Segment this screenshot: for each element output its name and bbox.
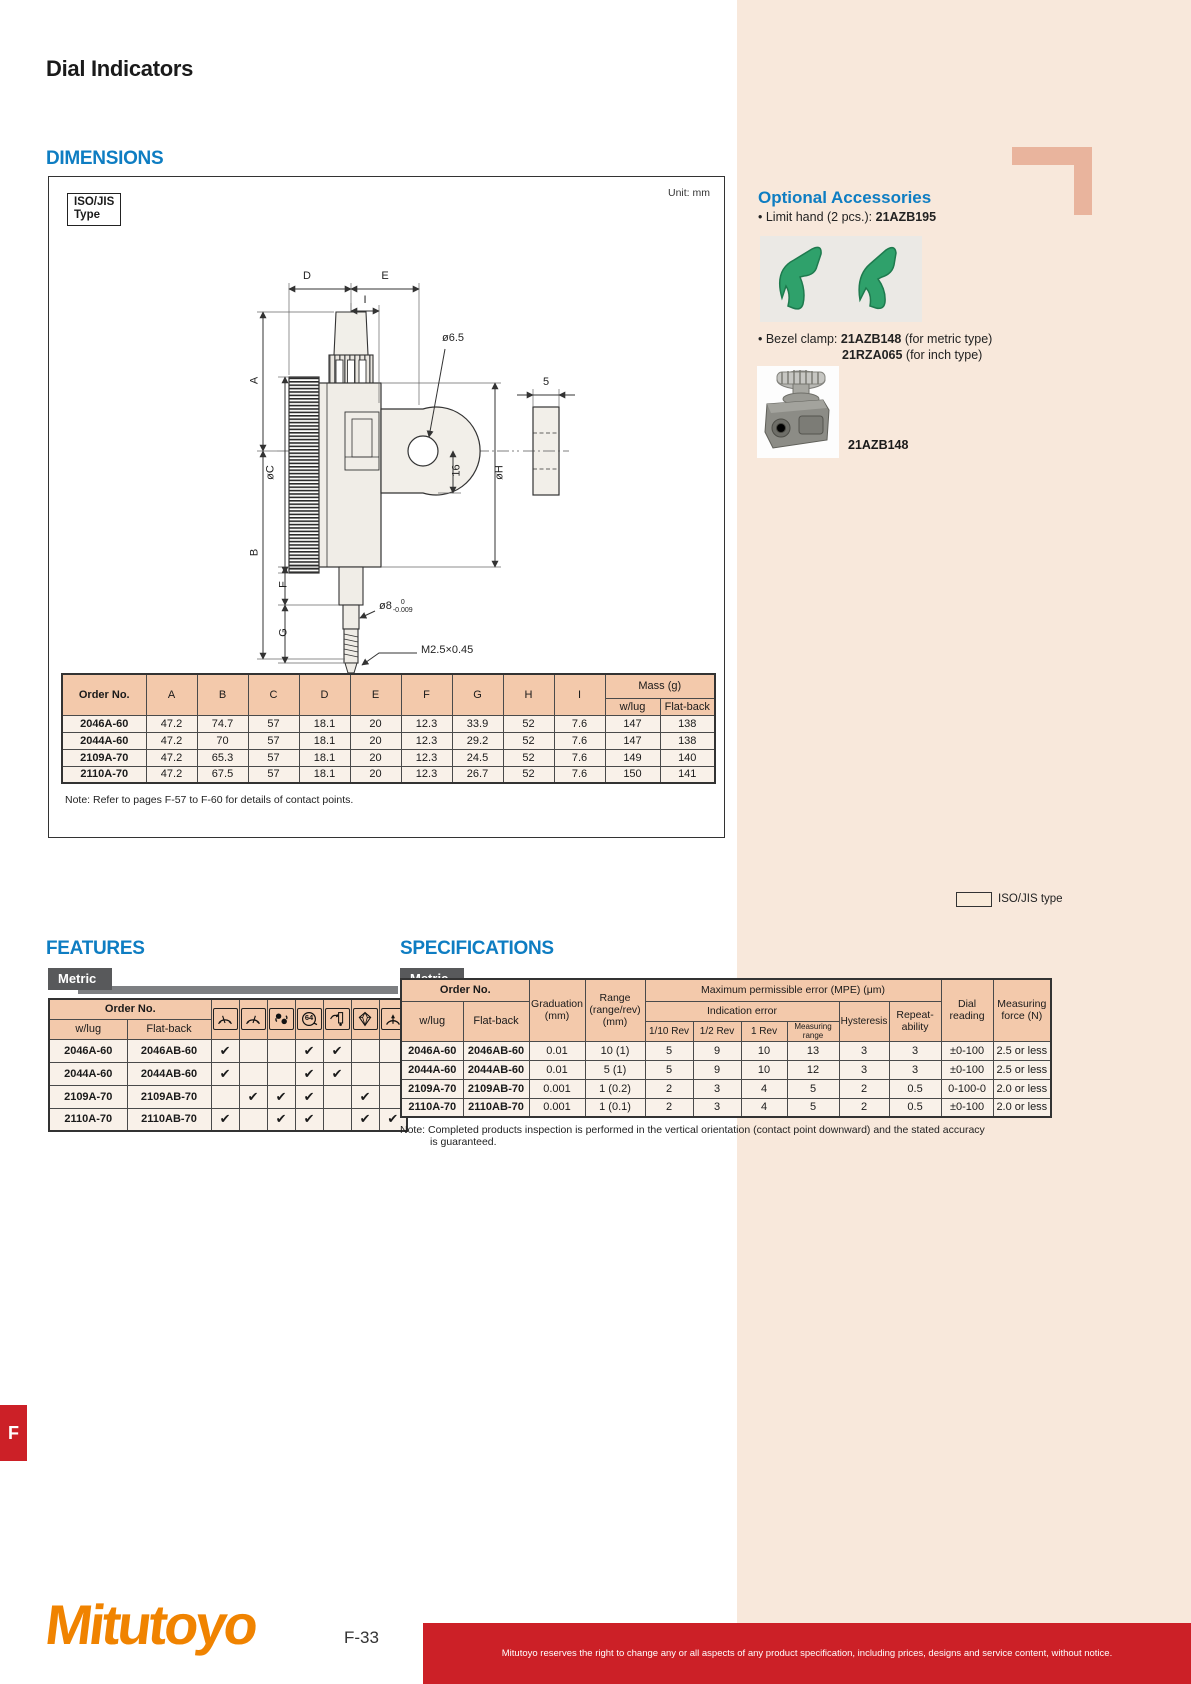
dim-label-d: D — [303, 270, 311, 282]
dim-label-e: E — [381, 270, 389, 282]
specifications-note: Note: Completed products inspection is performed in the vertical orientation (contact point downward) and the stated accuracy is guaranteed. — [400, 1124, 985, 1148]
features-table: Order No. 64 w/lug Flat-back 2046A-60 2046AB-60 ✔ ✔ ✔ 2044A-60 2044AB-60 ✔ ✔ ✔ 2109A-70 2109AB-70 ✔ ✔ ✔ ✔ 2110A-70 2110AB-70 ✔ ✔ ✔ ✔ ✔ — [48, 998, 408, 1132]
dimensions-heading: DIMENSIONS — [46, 148, 164, 169]
corner-mark — [1074, 147, 1092, 215]
dim-label-i: I — [363, 294, 367, 306]
analog-dial-one-rev-icon — [241, 1008, 266, 1030]
footer-disclaimer-bar — [423, 1623, 1191, 1684]
bezel-64mm-icon: 64 — [297, 1008, 322, 1030]
table-row: 2109A-70 47.2 65.3 57 18.1 20 12.3 24.5 52 7.6 149 140 — [62, 749, 715, 766]
page-number: F-33 — [344, 1628, 379, 1647]
dimensions-table: Order No. A B C D E F G H I Mass (g) w/lug Flat-back 2046A-60 47.2 74.7 57 18.1 20 12.3 33.9 52 7.6 147 138 2044A-60 47.2 70 57 18.1 20 12.3 29.2 52 7.6 147 138 2109A-70 47.2 65.3 57 18.1 20 12.3 24.5 52 7.6 149 140 2110A-70 47.2 67.5 57 18.1 20 12.3 26.7 52 7.6 150 141 — [61, 673, 716, 784]
features-heading: FEATURES — [46, 938, 145, 959]
limit-hand-line: • Limit hand (2 pcs.): 21AZB195 — [758, 210, 937, 224]
specifications-table: Order No. Graduation (mm) Range (range/rev) (mm) Maximum permissible error (MPE) (μm) Dial reading Measuring force (N) w/lug Flat-back Indication error Hysteresis Repeat-ability 1/10 Rev 1/2 Rev 1 Rev Measuring range 2046A-60 2046AB-60 0.01 10 (1) 5 9 10 13 3 3 ±0-100 2.5 or less 2044A-60 2044AB-60 0.01 5 (1) 5 9 10 12 3 3 ±0-100 2.5 or less 2109A-70 2109AB-70 0.001 1 (0.2) 2 3 4 5 2 0.5 0-100-0 2.0 or less 2110A-70 2110AB-70 0.001 1 (0.1) 2 3 4 5 2 0.5 ±0-100 2.0 or less — [400, 978, 1052, 1118]
limit-hand-image — [760, 236, 922, 322]
iso-jis-legend-text: ISO/JIS type — [998, 893, 1063, 905]
mitutoyo-logo: Mitutoyo — [42, 1593, 260, 1656]
section-tab-f: F — [0, 1405, 27, 1461]
iso-jis-legend-swatch — [956, 892, 992, 907]
dim-label-hole-dia: ø6.5 — [441, 332, 464, 344]
table-row: 2109A-70 2109AB-70 0.001 1 (0.2) 2 3 4 5 2 0.5 0-100-0 2.0 or less — [401, 1079, 1051, 1098]
bezel-clamp-line2: 21RZA065 (for inch type) — [842, 348, 983, 362]
dim-label-thread: M2.5×0.45 — [421, 644, 474, 656]
dim-label-stem-dia: ø8 0 -0.009 — [379, 599, 413, 614]
table-row: 2046A-60 2046AB-60 ✔ ✔ ✔ — [49, 1039, 407, 1062]
dim-label-b: B — [248, 548, 261, 557]
accessories-heading: Optional Accessories — [758, 188, 932, 207]
jeweled-bearing-icon — [353, 1008, 378, 1030]
table-row: 2110A-70 2110AB-70 0.001 1 (0.1) 2 3 4 5 2 0.5 ±0-100 2.0 or less — [401, 1098, 1051, 1117]
unit-label: Unit: mm — [668, 187, 710, 199]
dimensions-note: Note: Refer to pages F-57 to F-60 for details of contact points. — [65, 794, 354, 806]
bezel-clamp-line1: • Bezel clamp: 21AZB148 (for metric type) — [758, 332, 993, 346]
clamp-caption: 21AZB148 — [848, 438, 909, 452]
bezel-clamp-image — [757, 366, 839, 458]
dim-label-g: G — [277, 628, 290, 637]
iso-jis-type-label: ISO/JIS Type — [67, 193, 121, 226]
dim-label-5: 5 — [542, 376, 550, 388]
limit-hands-icon — [269, 1008, 294, 1030]
analog-dial-scale-icon — [213, 1008, 238, 1030]
footer-disclaimer-text: Mitutoyo reserves the right to change any or all aspects of any product specification, including prices, designs and service content, without notice. — [501, 1648, 1113, 1659]
page-title: Dial Indicators — [46, 56, 194, 81]
table-row: 2044A-60 47.2 70 57 18.1 20 12.3 29.2 52 7.6 147 138 — [62, 732, 715, 749]
table-row: 2046A-60 47.2 74.7 57 18.1 20 12.3 33.9 52 7.6 147 138 — [62, 715, 715, 732]
table-row: 2044A-60 2044AB-60 0.01 5 (1) 5 9 10 12 3 3 ±0-100 2.5 or less — [401, 1060, 1051, 1079]
table-row: 2110A-70 2110AB-70 ✔ ✔ ✔ ✔ ✔ — [49, 1108, 407, 1131]
table-row: 2109A-70 2109AB-70 ✔ ✔ ✔ ✔ — [49, 1085, 407, 1108]
bezel-clamp-photo — [757, 366, 839, 458]
table-row: 2110A-70 47.2 67.5 57 18.1 20 12.3 26.7 52 7.6 150 141 — [62, 766, 715, 783]
dimensions-box — [48, 176, 725, 838]
features-metric-tag: Metric — [48, 968, 398, 994]
dim-label-h: øH — [493, 465, 506, 480]
specifications-heading: SPECIFICATIONS — [400, 938, 554, 959]
table-row: 2046A-60 2046AB-60 0.01 10 (1) 5 9 10 13 3 3 ±0-100 2.5 or less — [401, 1041, 1051, 1060]
table-row: 2044A-60 2044AB-60 ✔ ✔ ✔ — [49, 1062, 407, 1085]
stem-lifting-icon — [325, 1008, 350, 1030]
dim-label-a: A — [248, 376, 261, 385]
dim-label-f: F — [277, 581, 290, 588]
dim-label-16: 16 — [450, 464, 463, 477]
limit-hands-photo — [760, 236, 922, 322]
dim-label-c: øC — [264, 465, 277, 480]
